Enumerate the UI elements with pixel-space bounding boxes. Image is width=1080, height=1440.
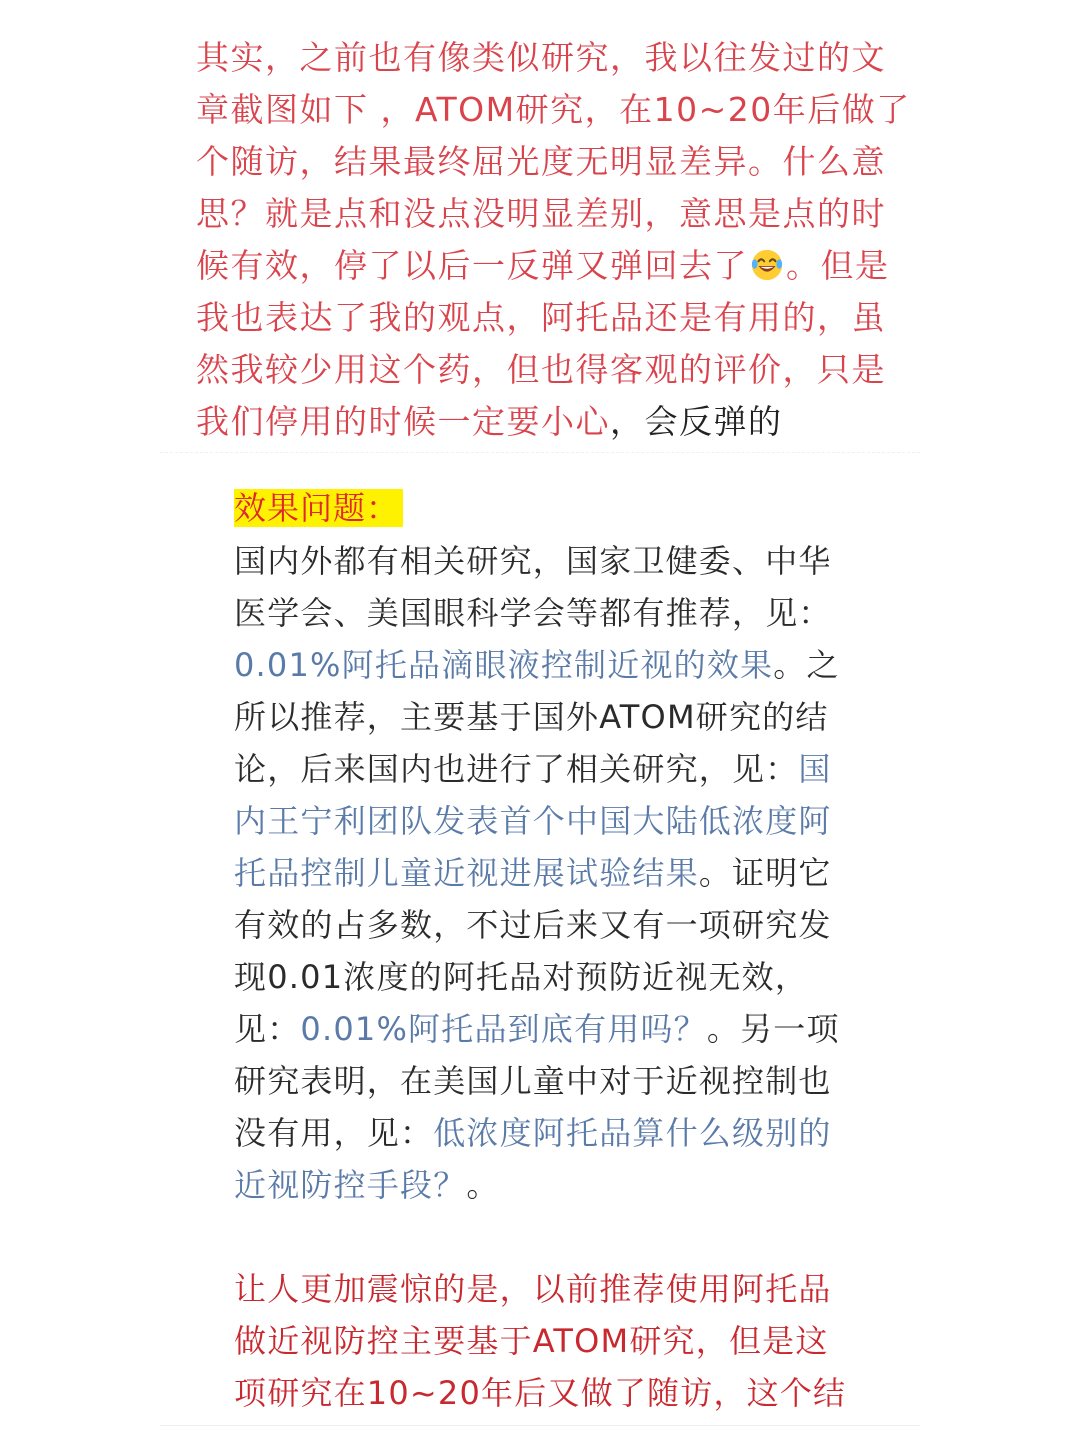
body-line-2: 医学会、美国眼科学会等都有推荐，见： [234,594,832,632]
body-line-12-text: 没有用，见： [234,1114,434,1152]
link-domestic-study-start[interactable]: 国 [798,750,832,788]
body-line-1: 国内外都有相关研究，国家卫健委、中华 [234,542,832,580]
link-atropine-useful[interactable]: 0.01%阿托品到底有用吗？ [300,1010,707,1048]
intro-paragraph [196,32,911,448]
link-atropine-level-end[interactable]: 近视防控手段？ [234,1166,467,1204]
intro-line-1: 其实，之前也有像类似研究，我以往发过的文 [196,38,886,77]
body-line-3 [234,639,854,691]
article-screenshot-card [160,452,920,1426]
body-line-11: 研究表明，在美国儿童中对于近视控制也 [234,1062,832,1100]
body-line-7 [234,847,854,899]
intro-line-8-text: 我们停用的时候一定要小心 [196,402,610,441]
body-line-9: 现0.01浓度的阿托品对预防近视无效， [234,958,809,996]
body-line-10-text: 见： [234,1010,301,1048]
article-body [234,535,854,1211]
intro-line-4: 思？就是点和没点没明显差别，意思是点的时 [196,194,886,233]
intro-line-8 [196,396,896,448]
body-line-6 [234,795,854,847]
body-line-12 [234,1107,854,1159]
intro-line-6: 我也表达了我的观点，阿托品还是有用的，虽 [196,298,886,337]
body-line-5-text: 论，后来国内也进行了相关研究，见： [234,750,799,788]
body-line-8: 有效的占多数，不过后来又有一项研究发 [234,906,832,944]
body-line-10-tail: 。另一项 [706,1010,840,1048]
body-line-13 [234,1159,854,1211]
body-line-5 [234,743,854,795]
laughing-crying-emoji-icon [750,248,784,282]
body-line-10 [234,1003,854,1055]
link-domestic-study-end[interactable]: 托品控制儿童近视进展试验结果 [234,854,699,892]
link-domestic-study-mid[interactable]: 内王宁利团队发表首个中国大陆低浓度阿 [234,802,832,840]
intro-line-8-tail: ，会反弹的 [610,402,783,441]
intro-line-5 [196,240,896,292]
link-atropine-effect[interactable]: 0.01%阿托品滴眼液控制近视的效果 [234,646,774,684]
intro-line-2: 章截图如下 ，ATOM研究，在10~20年后做了 [196,90,911,129]
closing-line-2: 做近视防控主要基于ATOM研究，但是这 [234,1322,829,1360]
body-line-13-tail: 。 [466,1166,500,1204]
closing-paragraph [234,1263,854,1419]
closing-line-1: 让人更加震惊的是，以前推荐使用阿托品 [234,1270,832,1308]
section-heading: 效果问题： [234,489,403,527]
body-line-4: 所以推荐，主要基于国外ATOM研究的结 [234,698,829,736]
intro-line-7: 然我较少用这个药，但也得客观的评价，只是 [196,350,886,389]
body-line-7-tail: 。证明它 [698,854,832,892]
body-line-3-tail: 。之 [773,646,840,684]
intro-line-3: 个随访，结果最终屈光度无明显差异。什么意 [196,142,886,181]
link-atropine-level-start[interactable]: 低浓度阿托品算什么级别的 [433,1114,832,1152]
closing-line-3: 项研究在10~20年后又做了随访，这个结 [234,1374,847,1412]
intro-line-5-tail: 。但是 [786,246,890,285]
intro-line-5-text: 候有效，停了以后一反弹又弹回去了 [196,246,748,285]
